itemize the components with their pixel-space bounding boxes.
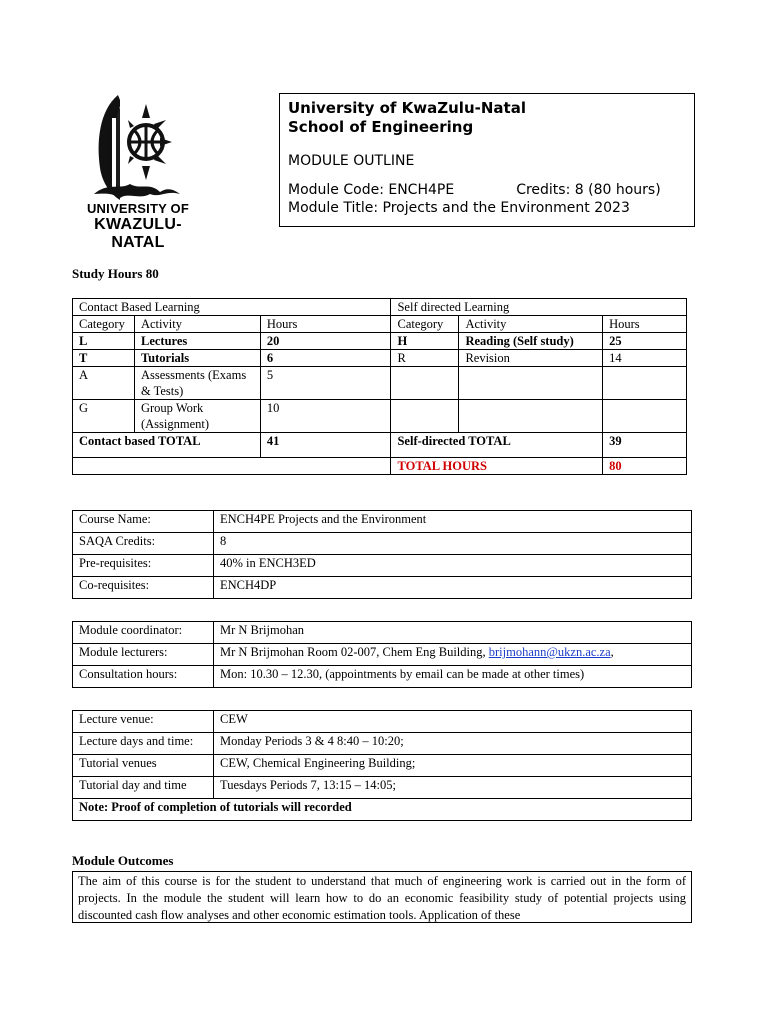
table-cell: 25 <box>603 333 687 350</box>
contact-heading: Contact Based Learning <box>73 299 391 316</box>
saqa-credits: 8 <box>214 533 692 555</box>
outcomes-title: Module Outcomes <box>72 853 174 868</box>
table-cell: 10 <box>260 400 391 433</box>
contact-total: 41 <box>260 433 391 458</box>
table-cell <box>73 458 391 475</box>
table-cell: G <box>73 400 135 433</box>
column-header: Activity <box>459 316 603 333</box>
venue-table <box>72 710 692 821</box>
lecturers-label: Module lecturers: <box>73 644 214 666</box>
table-row <box>73 711 692 733</box>
lecturers: Mr N Brijmohan Room 02-007, Chem Eng Building, <box>220 645 489 659</box>
table-cell <box>459 367 603 400</box>
table-cell: Tutorials <box>134 350 260 367</box>
email-suffix: , <box>610 645 614 659</box>
table-row <box>73 644 692 666</box>
staff-table <box>72 621 692 688</box>
table-cell: 5 <box>260 367 391 400</box>
coordinator: Mr N Brijmohan <box>214 622 692 644</box>
lecture-time-label: Lecture days and time: <box>73 733 214 755</box>
coordinator-label: Module coordinator: <box>73 622 214 644</box>
outcomes-text: The aim of this course is for the student to understand that much of engineering work is carried out in the form of projects. In the module the student will learn how to do an economic feasibility study of potential projects using discounted cash flow analyses and other economic estimation tools. Application of these <box>72 871 692 923</box>
table-row <box>73 777 692 799</box>
column-header: Category <box>391 316 459 333</box>
table-cell: Assessments (Exams & Tests) <box>134 367 260 400</box>
table-cell: 20 <box>260 333 391 350</box>
table-row <box>73 799 692 821</box>
table-row <box>73 511 692 533</box>
table-cell: Lectures <box>134 333 260 350</box>
table-cell <box>603 400 687 433</box>
lecturer-email-link[interactable]: brijmohann@ukzn.ac.za <box>488 645 611 659</box>
module-credits: Credits: 8 (80 hours) <box>516 182 661 198</box>
lecture-time: Monday Periods 3 & 4 8:40 – 10:20; <box>214 733 692 755</box>
table-cell: Revision <box>459 350 603 367</box>
school-name: School of Engineering <box>288 118 474 136</box>
tutorial-time-label: Tutorial day and time <box>73 777 214 799</box>
column-header: Category <box>73 316 135 333</box>
prerequisites-label: Pre-requisites: <box>73 555 214 577</box>
table-row <box>73 755 692 777</box>
table-cell <box>391 367 459 400</box>
study-hours-table <box>72 298 687 475</box>
table-cell: L <box>73 333 135 350</box>
table-row <box>73 555 692 577</box>
table-row <box>73 458 687 475</box>
table-row <box>73 666 692 688</box>
table-cell <box>603 367 687 400</box>
table-cell: A <box>73 367 135 400</box>
self-total: 39 <box>603 433 687 458</box>
saqa-credits-label: SAQA Credits: <box>73 533 214 555</box>
course-name: ENCH4PE Projects and the Environment <box>214 511 692 533</box>
column-header: Hours <box>603 316 687 333</box>
table-cell: Reading (Self study) <box>459 333 603 350</box>
table-row <box>73 400 687 433</box>
table-row <box>73 316 687 333</box>
contact-total-label: Contact based TOTAL <box>73 433 261 458</box>
study-hours-title: Study Hours 80 <box>72 266 159 281</box>
corequisites: ENCH4DP <box>214 577 692 599</box>
logo-line-1: UNIVERSITY OF <box>86 201 190 216</box>
module-code: Module Code: ENCH4PE <box>288 182 455 198</box>
table-row <box>73 533 692 555</box>
tutorial-venue-label: Tutorial venues <box>73 755 214 777</box>
self-heading: Self directed Learning <box>391 299 687 316</box>
consultation-label: Consultation hours: <box>73 666 214 688</box>
table-row <box>73 622 692 644</box>
module-code-line <box>288 181 686 199</box>
table-cell <box>459 400 603 433</box>
table-cell: H <box>391 333 459 350</box>
column-header: Activity <box>134 316 260 333</box>
grand-total: 80 <box>603 458 687 475</box>
table-cell: 6 <box>260 350 391 367</box>
tutorial-note: Note: Proof of completion of tutorials will recorded <box>73 799 692 821</box>
logo-line-2: KWAZULU-NATAL <box>94 216 182 251</box>
table-cell: T <box>73 350 135 367</box>
self-total-label: Self-directed TOTAL <box>391 433 603 458</box>
lecture-venue: CEW <box>214 711 692 733</box>
lecture-venue-label: Lecture venue: <box>73 711 214 733</box>
prerequisites: 40% in ENCH3ED <box>214 555 692 577</box>
table-cell: Group Work (Assignment) <box>134 400 260 433</box>
table-cell <box>391 400 459 433</box>
table-row <box>73 350 687 367</box>
lecturers-cell <box>214 644 692 666</box>
table-cell: 14 <box>603 350 687 367</box>
tutorial-time: Tuesdays Periods 7, 13:15 – 14:05; <box>214 777 692 799</box>
course-name-label: Course Name: <box>73 511 214 533</box>
table-row <box>73 733 692 755</box>
university-name: University of KwaZulu-Natal <box>288 99 526 117</box>
module-header-box <box>279 93 695 227</box>
tutorial-venue: CEW, Chemical Engineering Building; <box>214 755 692 777</box>
table-cell: R <box>391 350 459 367</box>
module-title: Module Title: Projects and the Environment 2023 <box>288 200 630 216</box>
table-row <box>73 299 687 316</box>
grand-total-label: TOTAL HOURS <box>391 458 603 475</box>
document-type: MODULE OUTLINE <box>288 153 415 169</box>
table-row <box>73 367 687 400</box>
column-header: Hours <box>260 316 391 333</box>
consultation-hours: Mon: 10.30 – 12.30, (appointments by email can be made at other times) <box>214 666 692 688</box>
table-row <box>73 433 687 458</box>
table-row <box>73 333 687 350</box>
course-info-table <box>72 510 692 599</box>
corequisites-label: Co-requisites: <box>73 577 214 599</box>
table-row <box>73 577 692 599</box>
